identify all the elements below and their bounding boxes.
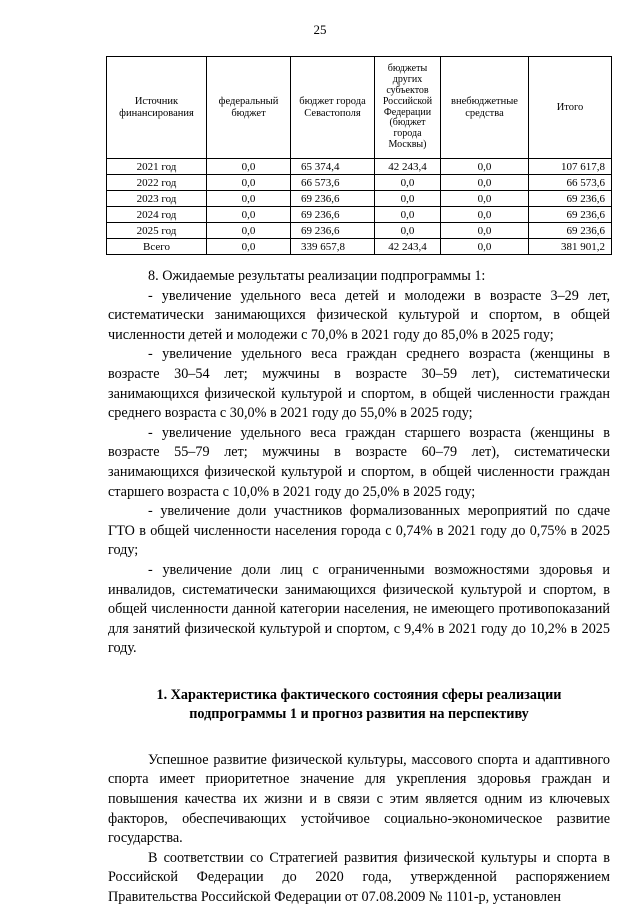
cell-year: 2024 год — [107, 207, 207, 223]
result-item: - увеличение доли участников формализованных мероприятий по сдаче ГТО в общей численности населения города с 0,74% в 2021 году до 0,75% в 2025 году; — [108, 503, 610, 559]
table-header-row — [107, 57, 612, 159]
result-item: - увеличение доли лиц с ограниченными возможностями здоровья и инвалидов, систематически занимающихся физической культурой и спортом, в общей численности данной категории населения, не имеющего противопоказаний для занятий физической культурой и спортом, с 9,4% в 2021 году до 10,2% в 2025 году. — [108, 561, 610, 657]
cell-other-subjects: 42 243,4 — [375, 159, 441, 175]
cell-total: 69 236,6 — [529, 223, 612, 239]
table-row — [107, 175, 612, 191]
result-item: - увеличение удельного веса детей и молодежи в возрасте 3–29 лет, систематически занимающихся физической культурой и спортом, в общей численности детей и молодежи с 70,0% в 2021 году до 85,0% в 2025 году; — [108, 287, 610, 343]
cell-total: 69 236,6 — [529, 207, 612, 223]
cell-extrabudgetary: 0,0 — [441, 159, 529, 175]
cell-federal: 0,0 — [207, 207, 291, 223]
cell-sevastopol: 65 374,4 — [291, 159, 375, 175]
header-other-subjects-budget: бюджеты других субъектов Российской Федерации (бюджет города Москвы) — [375, 57, 441, 159]
table-row — [107, 191, 612, 207]
cell-federal: 0,0 — [207, 223, 291, 239]
body-paragraph: Успешное развитие физической культуры, массового спорта и адаптивного спорта имеет приоритетное значение для укрепления здоровья граждан и повышения качества их жизни и в связи с этим является одним из ключевых факторов, обеспечивающих устойчивое социально-экономическое развитие государства. — [108, 751, 610, 847]
header-federal-budget: федеральный бюджет — [207, 57, 291, 159]
cell-sevastopol: 69 236,6 — [291, 191, 375, 207]
header-sevastopol-budget: бюджет города Севастополя — [291, 57, 375, 159]
cell-extrabudgetary: 0,0 — [441, 191, 529, 207]
cell-other-subjects: 0,0 — [375, 207, 441, 223]
financing-table — [106, 56, 612, 255]
cell-total: 107 617,8 — [529, 159, 612, 175]
cell-federal: 0,0 — [207, 191, 291, 207]
cell-sevastopol: 69 236,6 — [291, 207, 375, 223]
cell-year: 2022 год — [107, 175, 207, 191]
cell-year: 2021 год — [107, 159, 207, 175]
table-row — [107, 223, 612, 239]
result-item: - увеличение удельного веса граждан среднего возраста (женщины в возрасте 30–54 лет; мужчины в возрасте 30–59 лет), систематически занимающихся физической культурой и спортом, в общей численности граждан среднего возраста с 30,0% в 2021 году до 55,0% в 2025 году; — [108, 346, 610, 422]
header-source: Источник финансирования — [107, 57, 207, 159]
cell-year: 2025 год — [107, 223, 207, 239]
cell-sevastopol: 339 657,8 — [291, 239, 375, 255]
cell-federal: 0,0 — [207, 159, 291, 175]
section-1-heading-line: подпрограммы 1 и прогноз развития на перспективу — [189, 705, 529, 722]
cell-year: 2023 год — [107, 191, 207, 207]
table-row — [107, 159, 612, 175]
body-paragraph: В соответствии со Стратегией развития физической культуры и спорта в Российской Федерации до 2020 года, утвержденной распоряжением Правительства Российской Федерации от 07.08.2009 № 1101-р, установлен — [108, 849, 610, 906]
cell-other-subjects: 0,0 — [375, 223, 441, 239]
cell-other-subjects: 42 243,4 — [375, 239, 441, 255]
header-total: Итого — [529, 57, 612, 159]
cell-federal: 0,0 — [207, 239, 291, 255]
section-8-title: 8. Ожидаемые результаты реализации подпрограммы 1: — [148, 268, 486, 284]
table-row — [107, 207, 612, 223]
table-row-total — [107, 239, 612, 255]
page-number: 25 — [313, 22, 327, 37]
section-1-heading — [108, 686, 610, 724]
cell-total: 69 236,6 — [529, 191, 612, 207]
cell-extrabudgetary: 0,0 — [441, 223, 529, 239]
cell-other-subjects: 0,0 — [375, 191, 441, 207]
cell-extrabudgetary: 0,0 — [441, 207, 529, 223]
cell-total: 66 573,6 — [529, 175, 612, 191]
cell-extrabudgetary: 0,0 — [441, 239, 529, 255]
cell-year: Всего — [107, 239, 207, 255]
result-item: - увеличение удельного веса граждан старшего возраста (женщины в возрасте 55–79 лет; мужчины в возрасте 60–79 лет), систематически занимающихся физической культурой и спортом, в общей численности граждан старшего возраста с 10,0% в 2021 году до 25,0% в 2025 году; — [108, 424, 610, 500]
cell-extrabudgetary: 0,0 — [441, 175, 529, 191]
header-extrabudgetary: внебюджетные средства — [441, 57, 529, 159]
cell-total: 381 901,2 — [529, 239, 612, 255]
cell-sevastopol: 66 573,6 — [291, 175, 375, 191]
cell-other-subjects: 0,0 — [375, 175, 441, 191]
document-body — [108, 267, 610, 908]
cell-sevastopol: 69 236,6 — [291, 223, 375, 239]
section-1-heading-line: 1. Характеристика фактического состояния сферы реализации — [156, 686, 562, 703]
cell-federal: 0,0 — [207, 175, 291, 191]
